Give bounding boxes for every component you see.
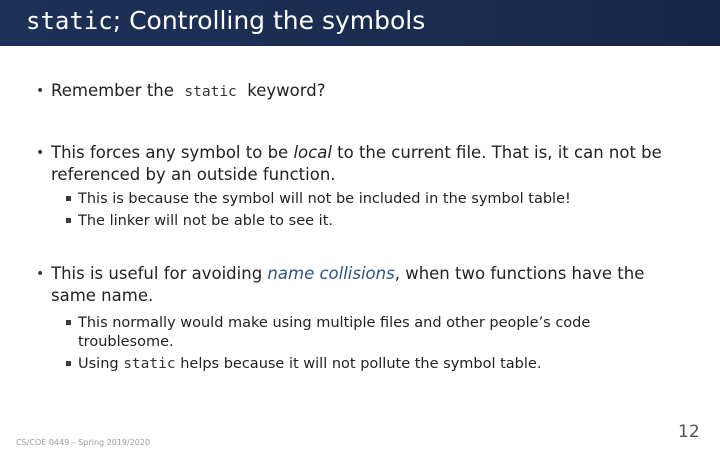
sub-bullet-2-1-text: This is because the symbol will not be included in the symbol table! bbox=[78, 191, 571, 207]
sub-bullet-2-2-text: The linker will not be able to see it. bbox=[78, 213, 333, 229]
bullet-1-pre: Remember the bbox=[51, 81, 174, 100]
title-bar bbox=[0, 0, 720, 46]
bullet-3-pre: This is useful for avoiding bbox=[51, 264, 263, 283]
bullet-2-post: to the current file. That is, it can not be referenced by an outside function. bbox=[51, 143, 662, 184]
square-bullet-icon bbox=[66, 361, 71, 366]
bullet-2-pre: This forces any symbol to be bbox=[51, 143, 289, 162]
sub-bullet-3-2-text bbox=[78, 355, 668, 374]
sub-bullet-3-2-pre: Using bbox=[78, 356, 119, 372]
page-number: 12 bbox=[678, 422, 700, 442]
slide-footer: CS/COE 0449 – Spring 2019/2020 bbox=[16, 438, 151, 447]
bullet-dot: • bbox=[36, 266, 45, 282]
bullet-dot: • bbox=[36, 83, 45, 99]
sub-bullet-3-2-post: helps because it will not pollute the symbol table. bbox=[180, 356, 542, 372]
bullet-3-emph: name collisions bbox=[267, 264, 395, 283]
bullet-2-emph: local bbox=[293, 143, 332, 162]
title-code: static bbox=[26, 7, 113, 35]
sub-bullet-3-2-code: static bbox=[123, 356, 176, 372]
square-bullet-icon bbox=[66, 196, 71, 201]
bullet-1-text bbox=[51, 80, 691, 103]
bullet-1-post: keyword? bbox=[247, 81, 326, 100]
title-text: ; Controlling the symbols bbox=[112, 6, 426, 35]
bullet-dot: • bbox=[36, 145, 45, 161]
slide-title bbox=[26, 6, 425, 35]
square-bullet-icon bbox=[66, 218, 71, 223]
bullet-1-code: static bbox=[184, 84, 237, 100]
sub-bullet-3-1-text: This normally would make using multiple files and other people’s code troublesome. bbox=[78, 315, 591, 350]
bullet-3-text bbox=[51, 263, 691, 307]
bullet-3-post: , when two functions have the same name. bbox=[51, 264, 645, 305]
bullet-2-text bbox=[51, 142, 691, 186]
square-bullet-icon bbox=[66, 320, 71, 325]
